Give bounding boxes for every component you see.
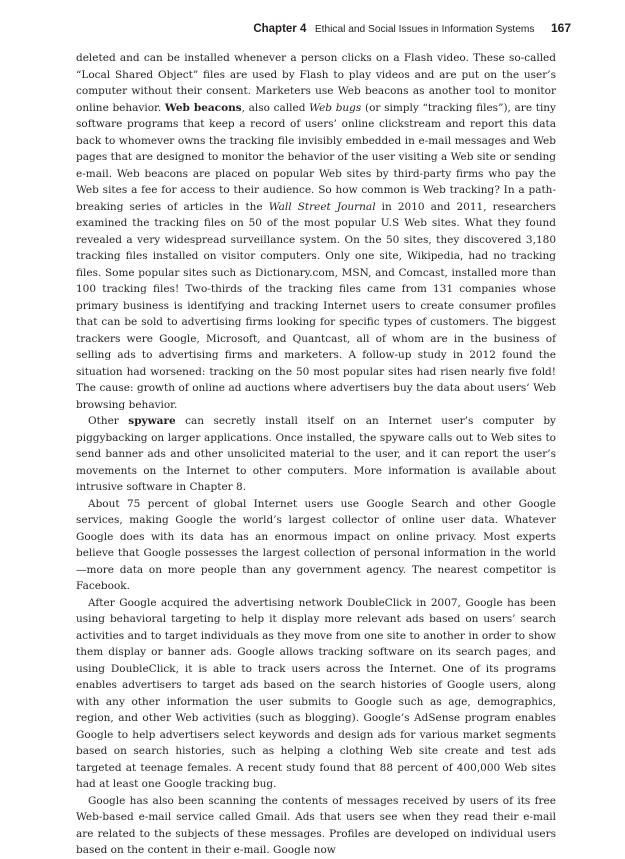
text-run: can secretly install itself on an Internet user’s computer by piggybacking on larger applications. Once installed, the spyware calls out to Web sites to send banner ads and other unsolicited material to the user, and it can report the user’s movements on the Internet to other computers. More information is available about intrusive software in Chapter 8. [76,415,556,493]
chapter-title: Ethical and Social Issues in Information Systems [314,24,535,35]
paragraph [76,793,556,859]
text-run: , also called [241,101,310,114]
body-text [76,50,556,859]
paragraph [76,496,556,595]
chapter-label: Chapter 4 [253,23,307,35]
paragraph [76,595,556,793]
text-run: About 75 percent of global Internet users use Google Search and other Google services, making Google the world’s largest collector of online user data. Whatever Google does with its data has an enormous impact on online privacy. Most experts believe that Google possesses the largest collection of personal information in the world—more data on more people than any government agency. The nearest competitor is Facebook. [76,497,556,592]
running-head [60,19,571,37]
text-run: After Google acquired the advertising network DoubleClick in 2007, Google has been using behavioral targeting to help it display more relevant ads based on users’ search activities and to target individuals as they move from one site to another in order to show them display or banner ads. Google allows tracking software on its search pages, and using DoubleClick, it is able to track users across the Internet. One of its programs enables advertisers to target ads based on the search histories of Google users, along with any other information the user submits to Google such as age, demographics, region, and other Web activities (such as blogging). Google’s AdSense program enables Google to help advertisers select keywords and design ads for various market segments based on search histories, such as helping a clothing Web site create and test ads targeted at teenage females. A recent study found that 88 percent of 400,000 Web sites had at least one Google tracking bug. [76,596,556,790]
paragraph [76,50,556,413]
text-run: deleted and can be installed whenever a person clicks on a Flash video. These so-called “Local Shared Object” files are used by Flash to play videos and are put on the user’s computer without their consent. Marketers use Web beacons as another tool to monitor online behavior. [76,52,556,114]
text-run: (or simply “tracking files”), are tiny software programs that keep a record of users’ online clickstream and report this data back to whomever owns the tracking file invisibly embedded in e-mail messages and Web pages that are designed to monitor the behavior of the user visiting a Web site or sending e-mail. Web beacons are placed on popular Web sites by third-party firms who pay the Web sites a fee for access to their audience. So how common is Web tracking? In a path-breaking series of articles in the [76,101,556,213]
page-number: 167 [550,21,571,35]
text-run: Other [88,415,129,427]
key-term: Web beacons [164,101,242,114]
key-term: spyware [128,415,176,427]
italic-text: Wall Street Journal [268,200,376,213]
text-run: in 2010 and 2011, researchers examined the tracking files on 50 of the most popular U.S Web sites. What they found revealed a very widespread surveillance system. On the 50 sites, they discovered 3,180 tracking files installed on visitor computers. Only one site, Wikipedia, had no tracking files. Some popular sites such as Dictionary.com, MSN, and Comcast, installed more than 100 tracking files! Two-thirds of the tracking files came from 131 companies whose primary business is identifying and tracking Internet users to create consumer profiles that can be sold to advertising firms looking for specific types of customers. The biggest trackers were Google, Microsoft, and Quantcast, all of whom are in the business of selling ads to advertising firms and marketers. A follow-up study in 2012 found the situation had worsened: tracking on the 50 most popular sites had risen nearly five fold! The cause: growth of online ad auctions where advertisers buy the data about users’ Web browsing behavior. [76,200,557,411]
italic-text: Web bugs [309,101,362,114]
paragraph [76,413,556,496]
text-run: Google has also been scanning the contents of messages received by users of its free Web-based e-mail service called Gmail. Ads that users see when they read their e-mail are related to the subjects of these messages. Profiles are developed on individual users based on the content in their e-mail. Google now [76,794,556,856]
